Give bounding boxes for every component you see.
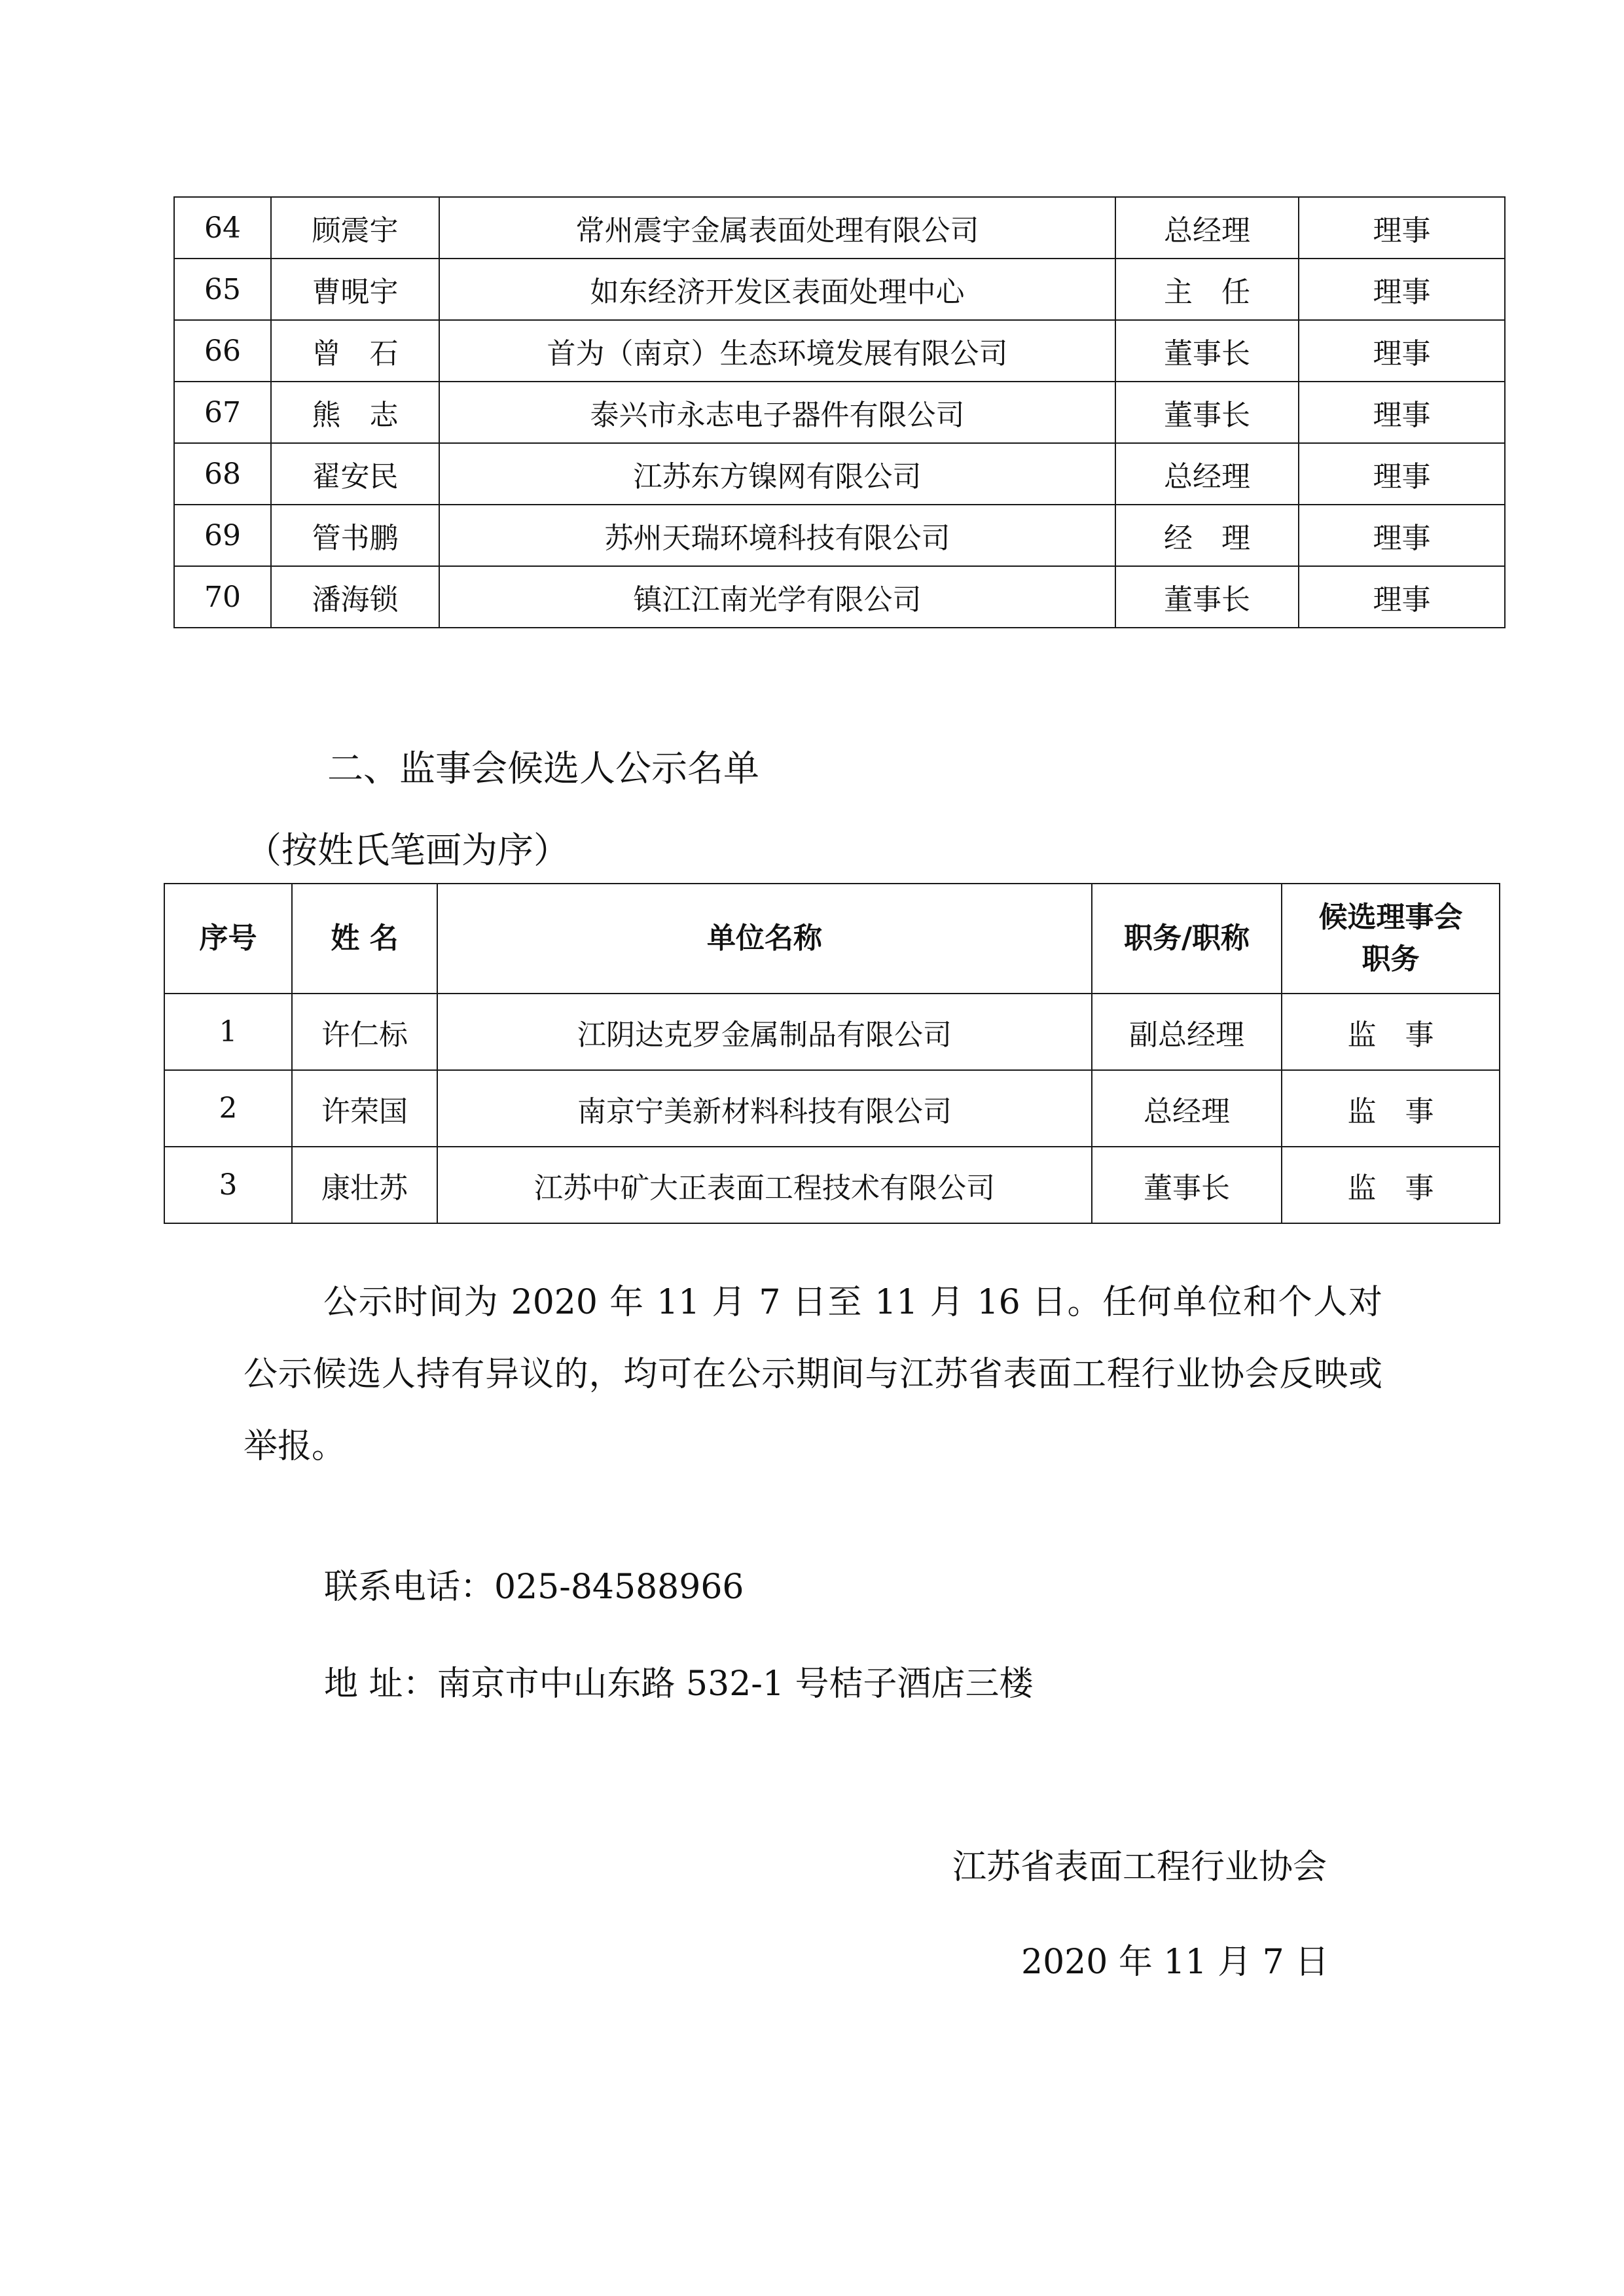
table-row bbox=[174, 197, 1505, 259]
supervisor-candidates-table bbox=[164, 883, 1500, 1224]
council-role: 理事 bbox=[1299, 320, 1505, 382]
position-title: 主 任 bbox=[1115, 259, 1299, 320]
contact-address: 地 址：南京市中山东路 532-1 号桔子酒店三楼 bbox=[324, 1664, 1034, 1704]
row-number: 66 bbox=[174, 320, 271, 382]
candidate-name: 潘海锁 bbox=[271, 566, 439, 628]
position-title: 董事长 bbox=[1115, 382, 1299, 443]
organization-name: 江苏中矿大正表面工程技术有限公司 bbox=[437, 1147, 1092, 1223]
organization-name: 南京宁美新材料科技有限公司 bbox=[437, 1070, 1092, 1147]
position-title: 董事长 bbox=[1092, 1147, 1282, 1223]
table-row bbox=[164, 1147, 1500, 1223]
organization-name: 首为（南京）生态环境发展有限公司 bbox=[439, 320, 1115, 382]
position-title: 董事长 bbox=[1115, 566, 1299, 628]
column-header-role bbox=[1282, 884, 1500, 994]
council-role: 监 事 bbox=[1282, 1070, 1500, 1147]
section-subtitle: （按姓氏笔画为序） bbox=[245, 829, 570, 871]
table-row bbox=[174, 320, 1505, 382]
council-role: 理事 bbox=[1299, 505, 1505, 566]
organization-name: 常州震宇金属表面处理有限公司 bbox=[439, 197, 1115, 259]
row-number: 2 bbox=[164, 1070, 292, 1147]
candidate-name: 顾震宇 bbox=[271, 197, 439, 259]
table-row bbox=[164, 994, 1500, 1070]
organization-name: 如东经济开发区表面处理中心 bbox=[439, 259, 1115, 320]
column-header-role-line2: 职务 bbox=[1362, 942, 1420, 976]
row-number: 3 bbox=[164, 1147, 292, 1223]
row-number: 67 bbox=[174, 382, 271, 443]
candidate-name: 许仁标 bbox=[292, 994, 437, 1070]
candidate-name: 曹晛宇 bbox=[271, 259, 439, 320]
table-row bbox=[174, 382, 1505, 443]
row-number: 1 bbox=[164, 994, 292, 1070]
council-role: 理事 bbox=[1299, 197, 1505, 259]
column-header-organization: 单位名称 bbox=[437, 884, 1092, 994]
council-role: 理事 bbox=[1299, 259, 1505, 320]
table-row bbox=[174, 443, 1505, 505]
candidate-name: 管书鹏 bbox=[271, 505, 439, 566]
table-row bbox=[174, 566, 1505, 628]
row-number: 70 bbox=[174, 566, 271, 628]
signature-date: 2020 年 11 月 7 日 bbox=[1021, 1943, 1329, 1982]
position-title: 总经理 bbox=[1115, 443, 1299, 505]
section-title: 二、监事会候选人公示名单 bbox=[327, 747, 760, 789]
position-title: 总经理 bbox=[1115, 197, 1299, 259]
position-title: 副总经理 bbox=[1092, 994, 1282, 1070]
candidate-name: 曾 石 bbox=[271, 320, 439, 382]
notice-paragraph: 公示时间为 2020 年 11 月 7 日至 11 月 16 日。任何单位和个人对公示候选人持有异议的，均可在公示期间与江苏省表面工程行业协会反映或举报。 bbox=[244, 1283, 1382, 1466]
organization-name: 镇江江南光学有限公司 bbox=[439, 566, 1115, 628]
column-header-number: 序号 bbox=[164, 884, 292, 994]
position-title: 总经理 bbox=[1092, 1070, 1282, 1147]
row-number: 69 bbox=[174, 505, 271, 566]
council-role: 监 事 bbox=[1282, 1147, 1500, 1223]
row-number: 64 bbox=[174, 197, 271, 259]
column-header-position: 职务/职称 bbox=[1092, 884, 1282, 994]
table-header-row bbox=[164, 884, 1500, 994]
table-row bbox=[164, 1070, 1500, 1147]
row-number: 68 bbox=[174, 443, 271, 505]
organization-name: 苏州天瑞环境科技有限公司 bbox=[439, 505, 1115, 566]
council-role: 理事 bbox=[1299, 443, 1505, 505]
organization-name: 泰兴市永志电子器件有限公司 bbox=[439, 382, 1115, 443]
candidate-name: 许荣国 bbox=[292, 1070, 437, 1147]
organization-name: 江苏东方镍网有限公司 bbox=[439, 443, 1115, 505]
contact-phone: 联系电话：025-84588966 bbox=[324, 1568, 744, 1607]
row-number: 65 bbox=[174, 259, 271, 320]
council-candidates-table bbox=[173, 196, 1506, 628]
table-row bbox=[174, 259, 1505, 320]
position-title: 经 理 bbox=[1115, 505, 1299, 566]
candidate-name: 熊 志 bbox=[271, 382, 439, 443]
signature-organization: 江苏省表面工程行业协会 bbox=[952, 1848, 1327, 1887]
candidate-name: 翟安民 bbox=[271, 443, 439, 505]
organization-name: 江阴达克罗金属制品有限公司 bbox=[437, 994, 1092, 1070]
council-role: 理事 bbox=[1299, 382, 1505, 443]
position-title: 董事长 bbox=[1115, 320, 1299, 382]
candidate-name: 康壮苏 bbox=[292, 1147, 437, 1223]
column-header-name: 姓 名 bbox=[292, 884, 437, 994]
column-header-role-line1: 候选理事会 bbox=[1318, 901, 1463, 935]
table-row bbox=[174, 505, 1505, 566]
council-role: 监 事 bbox=[1282, 994, 1500, 1070]
council-role: 理事 bbox=[1299, 566, 1505, 628]
